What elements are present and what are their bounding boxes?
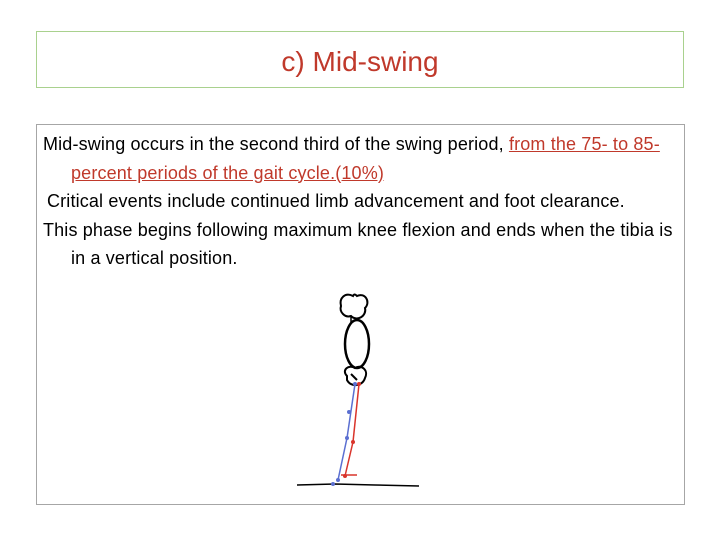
paragraph-phase-boundaries: This phase begins following maximum knee flexion and ends when the tibia is in a vertical position. [43,219,673,268]
paragraph-critical-events: Critical events include continued limb advancement and foot clearance. [47,191,625,211]
title-box [36,31,684,88]
slide-title: c) Mid-swing [281,46,439,77]
gait-cycle-percent-link: from the 75- to 85-percent periods of the gait cycle.(10%) [71,134,660,183]
body-text [43,130,683,273]
stick-figure-icon [295,288,425,493]
paragraph-1-text: Mid-swing occurs in the second third of the swing period, [43,134,509,154]
paragraph-mid-swing-definition [43,130,683,187]
head-shape [341,295,368,319]
ground-line [297,484,419,486]
red-shank [345,442,353,476]
torso-shape [345,320,369,368]
